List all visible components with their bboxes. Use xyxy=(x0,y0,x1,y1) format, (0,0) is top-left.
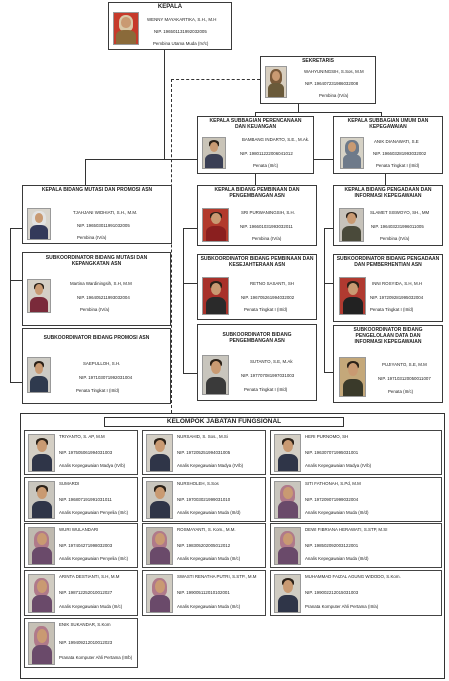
sub-informasi-photo xyxy=(339,357,366,397)
card-title: SEKRETARIS xyxy=(302,58,334,64)
fungsional-title: KELOMPOK JABATAN FUNGSIONAL xyxy=(104,417,344,427)
official-nip: NIP. 197209281995032004 xyxy=(370,295,424,300)
member-name: NURSAHID, S. Sos., M.Si xyxy=(177,434,228,439)
member-name: SUMARDI xyxy=(59,481,80,486)
official-nip: NIP. 196501131992032005 xyxy=(154,29,207,34)
bidang-mutasi-photo xyxy=(27,208,51,240)
member-photo xyxy=(146,527,173,565)
member-nip: NIP. 197505061994031003 xyxy=(59,450,113,455)
official-name: RETNO SASANTI, SH xyxy=(250,281,294,286)
official-name: Martina Wardiningsih, S.H, M.M xyxy=(70,281,132,286)
member-nip: NIP. 199005112010102001 xyxy=(177,590,230,595)
connector-line xyxy=(255,112,381,113)
official-name: SAEPULLOH, S.H. xyxy=(83,361,121,366)
member-name: TRIYANTO, S. AP, M.M xyxy=(59,434,105,439)
member-name: ARINTA DESTIANTI, S.H, M.M xyxy=(59,574,120,579)
connector-line xyxy=(183,373,197,374)
member-photo xyxy=(28,622,55,665)
card-title: SUBKOORDINATOR BIDANG PENGEMBANGAN ASN xyxy=(222,332,292,344)
official-rank: Penata Tingkat I (III/d) xyxy=(244,307,288,312)
member-nip: NIP. 197003021999031010 xyxy=(177,497,231,502)
member-photo xyxy=(28,481,55,519)
member-role: Analis Kepegawaian Muda (III/c) xyxy=(59,604,123,609)
official-name: SUTANTO, S.E, M.Ak xyxy=(250,359,293,364)
sub-mutasi-card xyxy=(22,252,171,326)
member-role: Analis Kepegawaian Madya (IV/b) xyxy=(305,463,372,468)
member-photo xyxy=(146,481,173,519)
official-name: SLAMET SISWOYO, SH., MM xyxy=(370,210,430,215)
official-rank: Penata Tingkat I (III/d) xyxy=(376,163,420,168)
fungsional-member xyxy=(142,430,266,475)
bidang-mutasi-card xyxy=(22,185,172,244)
member-photo xyxy=(146,434,173,472)
subbag-umum-card xyxy=(333,116,443,174)
connector-line xyxy=(10,280,22,281)
member-name: ENIK SUKANDAR, S.Kom xyxy=(59,622,111,627)
dashed-connector xyxy=(171,79,260,80)
fungsional-member xyxy=(24,430,138,475)
official-name: WAHYUNINGSIH, S.Sos, M.M xyxy=(304,69,364,74)
sub-pengembangan-card xyxy=(197,324,317,401)
connector-line xyxy=(324,228,325,372)
connector-line xyxy=(85,159,86,185)
member-photo xyxy=(274,574,301,613)
card-title: KEPALA xyxy=(157,4,183,10)
official-name: INNI ROSYIDA, S.H, M.H xyxy=(372,281,423,286)
member-name: HERI PURNOMO, SH xyxy=(305,434,349,439)
sekretaris-card xyxy=(260,56,376,104)
sub-mutasi-photo xyxy=(27,279,51,313)
fungsional-member xyxy=(270,477,442,522)
official-nip: NIP. 196407231986032008 xyxy=(305,81,359,86)
official-rank: Penata Tingkat I (III/d) xyxy=(244,387,288,392)
official-name: PUJIYANTO, S.E, M.M xyxy=(382,362,427,367)
member-role: Analis Kepegawaian Muda (III/d) xyxy=(305,510,369,515)
official-rank: Penata Tingkat I (III/d) xyxy=(76,388,120,393)
connector-line xyxy=(324,372,333,373)
official-rank: Pembina (IV/a) xyxy=(319,93,349,98)
sub-informasi-card xyxy=(333,325,443,403)
fungsional-member xyxy=(142,570,266,616)
official-nip: NIP. 196603281993032002 xyxy=(373,151,427,156)
member-nip: NIP. 196307071995031001 xyxy=(305,450,359,455)
card-title: KEPALA BIDANG PEMBINAAN DAN PENGEMBANGAN ASN xyxy=(214,187,300,199)
card-title: KEPALA SUBBAGIAN UMUM DAN KEPEGAWAIAN xyxy=(347,118,429,130)
official-rank: Pembina (IV/a) xyxy=(252,236,282,241)
official-rank: Pembina Utama Muda (IV/c) xyxy=(153,41,209,46)
member-nip: NIP. 197404271998032003 xyxy=(59,543,113,548)
member-photo xyxy=(274,434,301,472)
fungsional-member xyxy=(142,477,266,522)
connector-line xyxy=(10,228,22,229)
official-nip: NIP. 196403231996011005 xyxy=(371,224,424,229)
fungsional-member xyxy=(24,477,138,522)
card-title: SUBKOORDINATOR BIDANG MUTASI DAN KEPANGKATAN ASN xyxy=(45,255,148,267)
fungsional-member xyxy=(142,523,266,568)
fungsional-member xyxy=(24,523,138,568)
sekretaris-photo xyxy=(265,66,287,98)
member-role: Analis Kepegawaian Muda (III/d) xyxy=(177,510,241,515)
member-role: Analis Kepegawaian Muda (III/d) xyxy=(305,556,369,561)
official-nip: NIP. 197103120050011007 xyxy=(378,376,431,381)
sub-promosi-photo xyxy=(27,357,51,393)
fungsional-member xyxy=(24,618,138,668)
card-title: KEPALA SUBBAGIAN PERENCANAAN DAN KEUANGAN xyxy=(209,118,302,130)
member-name: SITI FATHONAH, S.Pd, M.M xyxy=(305,481,361,486)
sub-pengadaan-photo xyxy=(339,277,366,315)
member-photo xyxy=(274,481,301,519)
official-name: TJAHJANI WIDHIATI, S.H., M.M. xyxy=(73,210,138,215)
card-title: KEPALA BIDANG PENGADAAN DAN INFORMASI KEPEGAWAIAN xyxy=(344,187,432,199)
member-role: Pranata Komputer Ahli Pertama (III/a) xyxy=(305,604,379,609)
sub-pengembangan-photo xyxy=(202,355,229,395)
member-role: Analis Kepegawaian Penyelia (III/c) xyxy=(59,510,129,515)
member-photo xyxy=(28,527,55,565)
official-rank: Penata Tingkat I (III/d) xyxy=(370,307,414,312)
card-title: SUBKOORDINATOR BIDANG PENGADAAN DAN PEMBERHENTIAN ASN xyxy=(336,256,440,268)
member-photo xyxy=(274,527,301,565)
connector-line xyxy=(183,283,197,284)
official-nip: NIP. 196705261994032002 xyxy=(241,295,295,300)
member-nip: NIP. 197209071999032004 xyxy=(305,497,359,502)
member-nip: NIP. 196807191991031011 xyxy=(59,497,112,502)
official-rank: Penata (III/c) xyxy=(388,389,414,394)
member-name: NURSHOLEH, S.Sos xyxy=(177,481,219,486)
subbag-perencanaan-photo xyxy=(202,137,226,169)
official-nip: NIP. 197707081997031003 xyxy=(241,373,295,378)
official-nip: NIP. 196601031993032011 xyxy=(240,224,293,229)
member-nip: NIP. 199409212010012023 xyxy=(59,640,113,645)
bidang-pembinaan-photo xyxy=(202,208,229,242)
member-role: Pranata Komputer Ahli Pertama (III/b) xyxy=(59,655,133,660)
member-role: Analis Kepegawaian Muda (III/c) xyxy=(177,556,241,561)
member-role: Analis Kepegawaian Muda (III/c) xyxy=(177,604,241,609)
bidang-pembinaan-card xyxy=(197,185,317,246)
official-nip: NIP. 198011222006041012 xyxy=(240,151,293,156)
bidang-pengadaan-card xyxy=(333,185,443,246)
member-role: Analis Kepegawaian Madya (IV/b) xyxy=(177,463,244,468)
official-name: WENNY MAYAKARTIKA, S.H., M.H xyxy=(147,17,217,22)
card-title: SUBKOORDINATOR BIDANG PEMBINAAN DAN KESEJAHTERAAN ASN xyxy=(200,256,314,268)
official-nip: NIP. 197103071992031004 xyxy=(79,375,133,380)
member-photo xyxy=(28,434,55,472)
member-nip: NIP. 198305202005012012 xyxy=(177,543,231,548)
member-role: Analis Kepegawaian Madya (IV/b) xyxy=(59,463,126,468)
dashed-connector xyxy=(171,79,172,413)
bidang-pengadaan-photo xyxy=(339,208,364,242)
official-name: ANIK DIANAWATI, S.E xyxy=(374,139,419,144)
connector-line xyxy=(183,228,197,229)
connector-line xyxy=(164,49,165,159)
member-name: DEWI FIBRIANA HERAWATI, S.STP, M.SI xyxy=(305,527,388,532)
official-nip: NIP. 196405211993032004 xyxy=(77,295,130,300)
fungsional-member xyxy=(270,430,442,475)
connector-line xyxy=(324,283,333,284)
connector-line xyxy=(10,228,11,382)
connector-line xyxy=(183,228,184,373)
member-nip: NIP. 198712252010012027 xyxy=(59,590,113,595)
official-rank: Pembina (IV/a) xyxy=(80,307,110,312)
sub-pembinaan-photo xyxy=(202,277,229,315)
fungsional-member xyxy=(270,523,442,568)
member-name: WURI WULANDARI xyxy=(59,527,99,532)
member-nip: NIP. 198502092003122001 xyxy=(305,543,359,548)
member-name: MUHAMMAD FAIZAL AGUNG WIDODO, S.Kom. xyxy=(305,574,401,579)
sub-promosi-card xyxy=(22,328,171,404)
sub-pembinaan-card xyxy=(197,254,317,320)
kepala-photo xyxy=(113,12,139,45)
member-photo xyxy=(146,574,173,613)
official-nip: NIP. 196503011991032005 xyxy=(77,223,130,228)
official-name: BAMBANG INDARTO, S.E., M.Ak. xyxy=(242,137,310,142)
member-name: ROSMAYANTI, S. Kom., M.M. xyxy=(177,527,236,532)
official-rank: Pembina (IV/a) xyxy=(380,236,410,241)
member-name: SWASTI RENATHA PUTRI, S.STP., M.M xyxy=(177,574,257,579)
subbag-umum-photo xyxy=(340,137,364,169)
connector-line xyxy=(324,228,333,229)
sub-pengadaan-card xyxy=(333,254,443,322)
fungsional-member xyxy=(24,570,138,616)
member-photo xyxy=(28,574,55,613)
card-title: SUBKOORDINATOR BIDANG PROMOSI ASN xyxy=(43,335,150,341)
member-role: Analis Kepegawaian Penyelia (III/c) xyxy=(59,556,129,561)
member-nip: NIP. 197205251994031005 xyxy=(177,450,231,455)
card-title: SUBKOORDINATOR BIDANG PENGELOLAAN DATA DAN INFORMASI KEPEGAWAIAN xyxy=(353,327,423,345)
subbag-perencanaan-card xyxy=(197,116,314,174)
official-name: SRI PURWANINGSIH, S.H. xyxy=(241,210,295,215)
connector-line xyxy=(10,382,22,383)
fungsional-member xyxy=(270,570,442,616)
official-rank: Penata (III/c) xyxy=(253,163,279,168)
official-rank: Pembina (IV/a) xyxy=(77,235,107,240)
member-nip: NIP. 199002212015031003 xyxy=(305,590,359,595)
card-title: KEPALA BIDANG MUTASI DAN PROMOSI ASN xyxy=(41,187,153,193)
connector-line xyxy=(298,104,299,112)
kepala-card xyxy=(108,2,232,50)
